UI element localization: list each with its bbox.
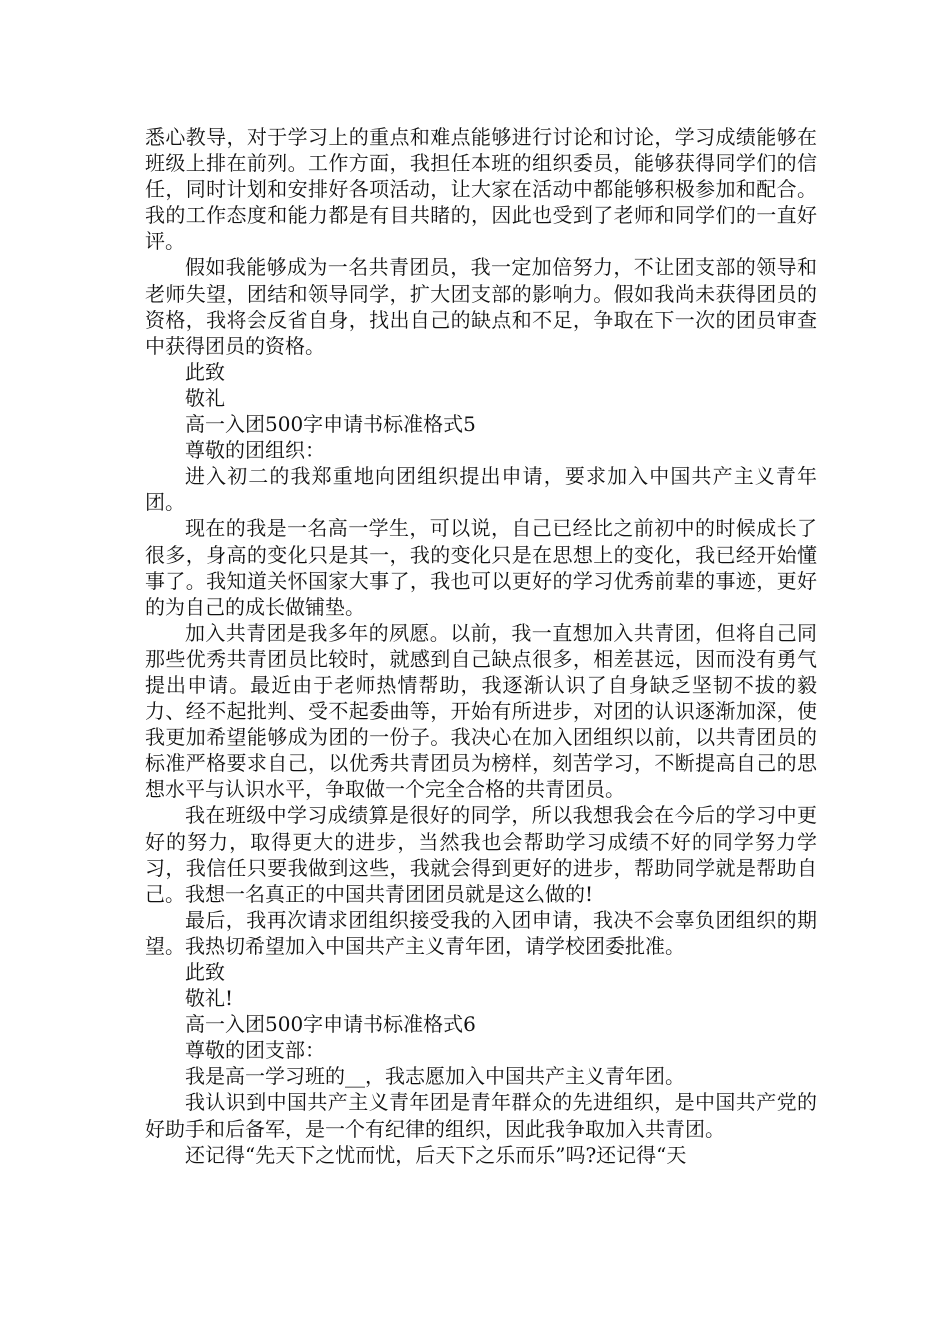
paragraph-7: 最后，我再次请求团组织接受我的入团申请，我决不会辜负团组织的期望。我热切希望加入中国共产主义青年团，请学校团委批准。 <box>145 907 817 958</box>
paragraph-4: 现在的我是一名高一学生，可以说，自己已经比之前初中的时候成长了很多，身高的变化只是其一，我的变化只是在思想上的变化，我已经开始懂事了。我知道关怀国家大事了，我也可以更好的学习优秀前辈的事迹，更好的为自己的成长做铺垫。 <box>145 516 817 619</box>
closing-regards-2: 敬礼! <box>185 986 234 1011</box>
closing-salutation-1: 此致 <box>185 359 225 384</box>
paragraph-9: 我认识到中国共产主义青年团是青年群众的先进组织，是中国共产党的好助手和后备军，是一个有纪律的组织，因此我争取加入共青团。 <box>145 1090 817 1141</box>
paragraph-1: 悉心教导，对于学习上的重点和难点能够进行讨论和讨论，学习成绩能够在班级上排在前列。工作方面，我担任本班的组织委员，能够获得同学们的信任，同时计划和安排好各项活动，让大家在活动中都能够积极参加和配合。我的工作态度和能力都是有目共睹的，因此也受到了老师和同学们的一直好评。 <box>145 125 817 254</box>
closing-regards-1: 敬礼 <box>185 385 225 410</box>
section-heading-6: 高一入团500字申请书标准格式6 <box>185 1012 476 1037</box>
paragraph-8: 我是高一学习班的__，我志愿加入中国共产主义青年团。 <box>185 1064 685 1089</box>
paragraph-6: 我在班级中学习成绩算是很好的同学，所以我想我会在今后的学习中更好的努力，取得更大的进步，当然我也会帮助学习成绩不好的同学努力学习，我信任只要我做到这些，我就会得到更好的进步，帮助同学就是帮助自己。我想一名真正的中国共青团团员就是这么做的! <box>145 803 817 906</box>
greeting-5: 尊敬的团组织： <box>185 438 325 463</box>
paragraph-5: 加入共青团是我多年的夙愿。以前，我一直想加入共青团，但将自己同那些优秀共青团员比较时，就感到自己缺点很多，相差甚远，因而没有勇气提出申请。最近由于老师热情帮助，我逐渐认识了自身缺乏坚韧不拔的毅力、经不起批判、受不起委曲等，开始有所进步，对团的认识逐渐加深，使我更加希望能够成为团的一份子。我决心在加入团组织以前，以共青团员的标准严格要求自己，以优秀共青团员为榜样，刻苦学习，不断提高自己的思想水平与认识水平，争取做一个完全合格的共青团员。 <box>145 620 817 802</box>
document-page <box>145 124 817 1168</box>
paragraph-10: 还记得“先天下之忧而忧，后天下之乐而乐”吗?还记得“天 <box>185 1142 687 1167</box>
paragraph-2: 假如我能够成为一名共青团员，我一定加倍努力，不让团支部的领导和老师失望，团结和领导同学，扩大团支部的影响力。假如我尚未获得团员的资格，我将会反省自身，找出自己的缺点和不足，争取在下一次的团员审查中获得团员的资格。 <box>145 255 817 358</box>
greeting-6: 尊敬的团支部： <box>185 1038 325 1063</box>
closing-salutation-2: 此致 <box>185 960 225 984</box>
section-heading-5: 高一入团500字申请书标准格式5 <box>185 412 476 437</box>
paragraph-3: 进入初二的我郑重地向团组织提出申请，要求加入中国共产主义青年团。 <box>145 464 817 515</box>
